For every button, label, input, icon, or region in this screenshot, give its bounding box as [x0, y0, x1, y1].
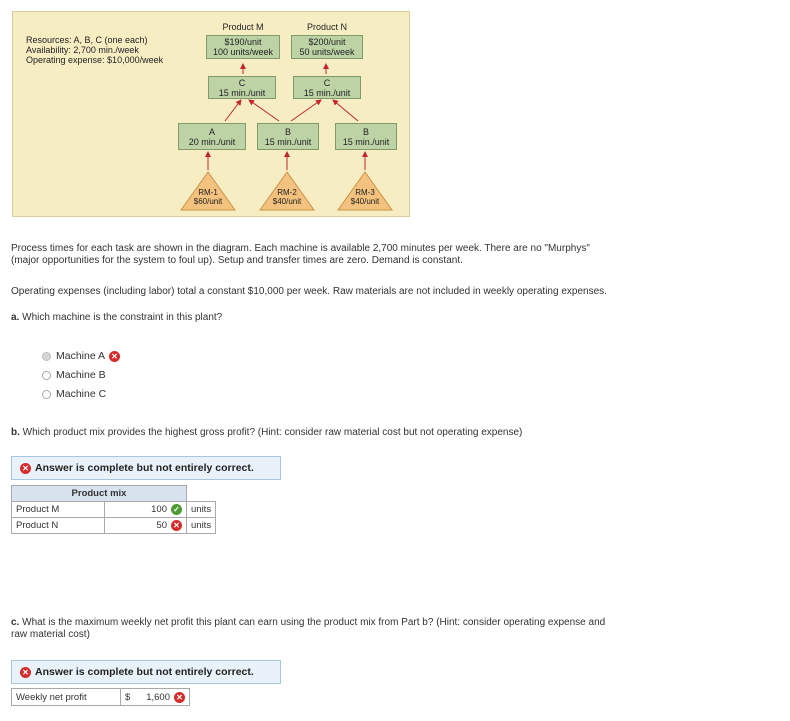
arrow-b1-to-c2 [291, 100, 321, 121]
x-circle-icon: ✕ [174, 692, 185, 703]
task-b-rm2 [257, 123, 319, 150]
question-c-line-1: What is the maximum weekly net profit this plant can earn using the product mix from Part b? (Hint: consider operating expense and [22, 617, 606, 628]
table-row [12, 501, 216, 517]
question-c [11, 617, 605, 641]
check-circle-icon: ✓ [171, 504, 182, 515]
task-a [178, 123, 246, 150]
net-profit-value-cell[interactable] [121, 689, 190, 706]
task-machine: A [208, 127, 215, 137]
question-b-prefix: b. [11, 427, 20, 438]
product-m-value-cell[interactable] [104, 501, 186, 517]
product-n-value-cell[interactable] [104, 517, 186, 533]
option-label: Machine B [56, 369, 106, 381]
currency-symbol: $ [125, 691, 131, 703]
resources-line: Resources: A, B, C (one each) [26, 35, 148, 45]
operating-expense-note: Operating expenses (including labor) total a constant $10,000 per week. Raw materials are not included in weekly operating expenses. [11, 286, 607, 297]
banner-text: Answer is complete but not entirely correct. [35, 462, 254, 474]
row-unit: units [187, 517, 216, 533]
table-row [12, 689, 190, 706]
question-c-prefix: c. [11, 617, 20, 628]
question-a-prefix: a. [11, 312, 20, 323]
availability-line: Availability: 2,700 min./week [26, 45, 139, 55]
task-b-rm3 [335, 123, 397, 150]
product-m-box [206, 35, 280, 59]
rm2-cost: $40/unit [272, 197, 302, 206]
net-profit-label: Weekly net profit [12, 689, 121, 706]
question-c-line-2: raw material cost) [11, 629, 90, 640]
rm3-name: RM-3 [355, 188, 375, 197]
answer-status-banner [11, 456, 281, 480]
x-circle-icon: ✕ [109, 351, 120, 362]
answer-status-banner [11, 660, 281, 684]
net-profit-table [11, 688, 190, 706]
question-b-text: Which product mix provides the highest gross profit? (Hint: consider raw material cost but not operating expense) [22, 427, 523, 438]
arrow-a-to-c1 [225, 100, 241, 121]
radio-button[interactable] [42, 390, 51, 399]
task-time: 20 min./unit [188, 137, 236, 147]
net-profit-value-wrap[interactable] [146, 692, 185, 703]
table-row [12, 517, 216, 533]
radio-button[interactable] [42, 371, 51, 380]
arrow-b2-to-c2 [333, 100, 358, 121]
net-profit-value[interactable]: 1,600 [146, 691, 170, 703]
description-line-2: (major opportunities for the system to foul up). Setup and transfer times are zero. Demand is constant. [11, 255, 463, 266]
rm2-name: RM-2 [277, 188, 297, 197]
option-machine-b[interactable] [42, 369, 106, 381]
radio-button[interactable] [42, 352, 51, 361]
operating-expense-line: Operating expense: $10,000/week [26, 55, 164, 65]
problem-description [11, 243, 590, 267]
task-machine: C [238, 78, 246, 88]
product-m-price: $190/unit [224, 37, 262, 47]
task-machine: B [362, 127, 369, 137]
row-label: Product N [12, 517, 105, 533]
product-m-name: Product M [222, 22, 264, 32]
question-a-text: Which machine is the constraint in this plant? [22, 312, 223, 323]
product-n-value[interactable]: 50 [156, 519, 167, 531]
option-label: Machine C [56, 388, 107, 400]
rm3-label [340, 188, 390, 206]
option-machine-a[interactable] [42, 350, 120, 362]
table-header-row [12, 486, 216, 502]
product-m-value[interactable]: 100 [151, 503, 167, 515]
product-m-demand: 100 units/week [212, 47, 274, 57]
process-diagram [12, 11, 410, 217]
task-machine: C [323, 78, 331, 88]
banner-text: Answer is complete but not entirely correct. [35, 666, 254, 678]
product-n-name: Product N [306, 22, 348, 32]
product-n-price: $200/unit [308, 37, 346, 47]
rm1-cost: $60/unit [193, 197, 223, 206]
arrow-b1-to-c1 [249, 100, 279, 121]
product-n-demand: 50 units/week [299, 47, 355, 57]
row-label: Product M [12, 501, 105, 517]
task-time: 15 min./unit [218, 88, 266, 98]
rm3-cost: $40/unit [350, 197, 380, 206]
task-machine: B [284, 127, 291, 137]
option-label: Machine A [56, 350, 106, 362]
task-time: 15 min./unit [303, 88, 351, 98]
task-time: 15 min./unit [342, 137, 390, 147]
task-time: 15 min./unit [264, 137, 312, 147]
product-mix-table [11, 485, 216, 534]
question-a [11, 312, 222, 323]
option-machine-c[interactable] [42, 388, 106, 400]
x-circle-icon: ✕ [20, 667, 31, 678]
row-unit: units [187, 501, 216, 517]
product-n-box [291, 35, 363, 59]
question-b [11, 427, 522, 438]
task-c-product-n [293, 76, 361, 99]
x-circle-icon: ✕ [171, 520, 182, 531]
description-line-1: Process times for each task are shown in the diagram. Each machine is available 2,700 minutes per week. There are no "Murphys" [11, 243, 590, 254]
rm1-label [183, 188, 233, 206]
x-circle-icon: ✕ [20, 463, 31, 474]
rm2-label [262, 188, 312, 206]
task-c-product-m [208, 76, 276, 99]
rm1-name: RM-1 [198, 188, 218, 197]
product-mix-header: Product mix [12, 486, 187, 502]
